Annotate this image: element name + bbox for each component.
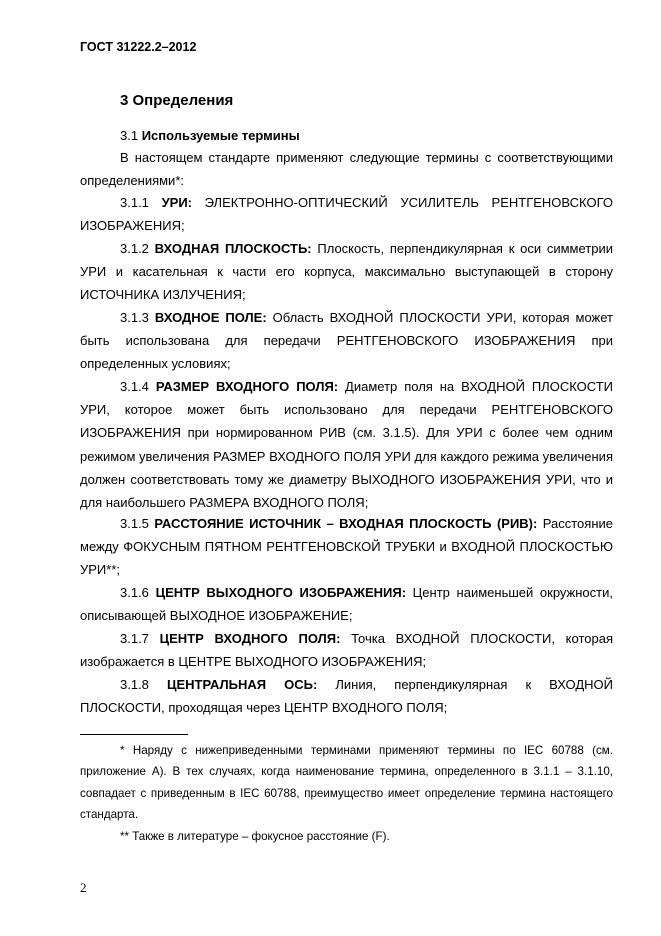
term-3-1-3: [80, 306, 613, 376]
subsection-number: 3.1: [120, 128, 142, 143]
term-definition: Диаметр поля на ВХОДНОЙ ПЛОСКОСТИ УРИ, которое может быть использовано для передачи РЕНТГЕНОВСКОГО ИЗОБРАЖЕНИЯ при нормированном РИВ (см. 3.1.5). Для УРИ с более чем одним режимом увеличения РАЗМЕР ВХОДНОГО ПОЛЯ УРИ для каждого режима увеличения должен соответствовать тому же диаметру ВЫХОДНОГО ИЗОБРАЖЕНИЯ УРИ, что и для наибольшего РАЗМЕРА ВХОДНОГО ПОЛЯ;: [80, 379, 613, 511]
document-header: ГОСТ 31222.2–2012: [80, 40, 197, 54]
term-number: 3.1.6: [120, 585, 156, 600]
term-definition: Плоскость, перпендикулярная к оси симметрии УРИ и касательная к части его корпуса, максимально выступающей в сторону ИСТОЧНИКА ИЗЛУЧЕНИЯ;: [80, 241, 613, 303]
term-number: 3.1.5: [120, 516, 155, 531]
term-3-1-5: [80, 512, 613, 582]
section-title: 3 Определения: [120, 92, 234, 109]
intro-paragraph: В настоящем стандарте применяют следующие термины с соответствующими определениями*:: [80, 150, 613, 189]
subsection-3-1: [80, 124, 613, 147]
term-definition: ЭЛЕКТРОННО-ОПТИЧЕСКИЙ УСИЛИТЕЛЬ РЕНТГЕНОВСКОГО ИЗОБРАЖЕНИЯ;: [80, 195, 613, 234]
term-number: 3.1.4: [120, 379, 156, 394]
footnote-1: * Наряду с нижеприведенными терминами применяют термины по IEC 60788 (см. приложение А). В тех случаях, когда наименование термина, определенного в 3.1.1 – 3.1.10, совпадает с приведенным в IEC 60788, преимущество имеет определение термина настоящего стандарта.: [80, 744, 613, 822]
page-number: 2: [80, 880, 87, 895]
term-name: ВХОДНАЯ ПЛОСКОСТЬ:: [154, 241, 312, 256]
term-3-1-7: [80, 627, 613, 673]
term-number: 3.1.3: [120, 310, 155, 325]
term-definition: Центр наименьшей окружности, описывающей ВЫХОДНОЕ ИЗОБРАЖЕНИЕ;: [80, 585, 613, 624]
term-name: ЦЕНТР ВХОДНОГО ПОЛЯ:: [159, 631, 341, 646]
term-number: 3.1.7: [120, 631, 160, 646]
term-definition: Точка ВХОДНОЙ ПЛОСКОСТИ, которая изображается в ЦЕНТРЕ ВЫХОДНОГО ИЗОБРАЖЕНИЯ;: [80, 631, 613, 670]
term-3-1-8: [80, 673, 613, 719]
term-3-1-6: [80, 581, 613, 627]
term-name: УРИ:: [161, 195, 192, 210]
term-name: РАЗМЕР ВХОДНОГО ПОЛЯ:: [155, 379, 339, 394]
term-number: 3.1.1: [120, 195, 162, 210]
term-3-1-2: [80, 237, 613, 307]
term-number: 3.1.2: [120, 241, 155, 256]
term-number: 3.1.8: [120, 677, 167, 692]
term-3-1-4: [80, 375, 613, 514]
term-definition: Расстояние между ФОКУСНЫМ ПЯТНОМ РЕНТГЕНОВСКОЙ ТРУБКИ и ВХОДНОЙ ПЛОСКОСТЬЮ УРИ**;: [80, 516, 613, 578]
term-3-1-1: [80, 191, 613, 237]
term-definition: Область ВХОДНОЙ ПЛОСКОСТИ УРИ, которая может быть использована для передачи РЕНТГЕНОВСКОГО ИЗОБРАЖЕНИЯ при определенных условиях;: [80, 310, 614, 372]
term-name: ЦЕНТРАЛЬНАЯ ОСЬ:: [166, 677, 318, 692]
term-name: ЦЕНТР ВЫХОДНОГО ИЗОБРАЖЕНИЯ:: [155, 585, 407, 600]
footnote-separator: [80, 734, 188, 735]
term-name: РАССТОЯНИЕ ИСТОЧНИК – ВХОДНАЯ ПЛОСКОСТЬ (РИВ):: [154, 516, 538, 531]
term-definition: Линия, перпендикулярная к ВХОДНОЙ ПЛОСКОСТИ, проходящая через ЦЕНТР ВХОДНОГО ПОЛЯ;: [80, 677, 613, 716]
subsection-title: Используемые термины: [141, 128, 300, 143]
term-name: ВХОДНОЕ ПОЛЕ:: [154, 310, 267, 325]
footnote-2: ** Также в литературе – фокусное расстояние (F).: [120, 830, 390, 843]
